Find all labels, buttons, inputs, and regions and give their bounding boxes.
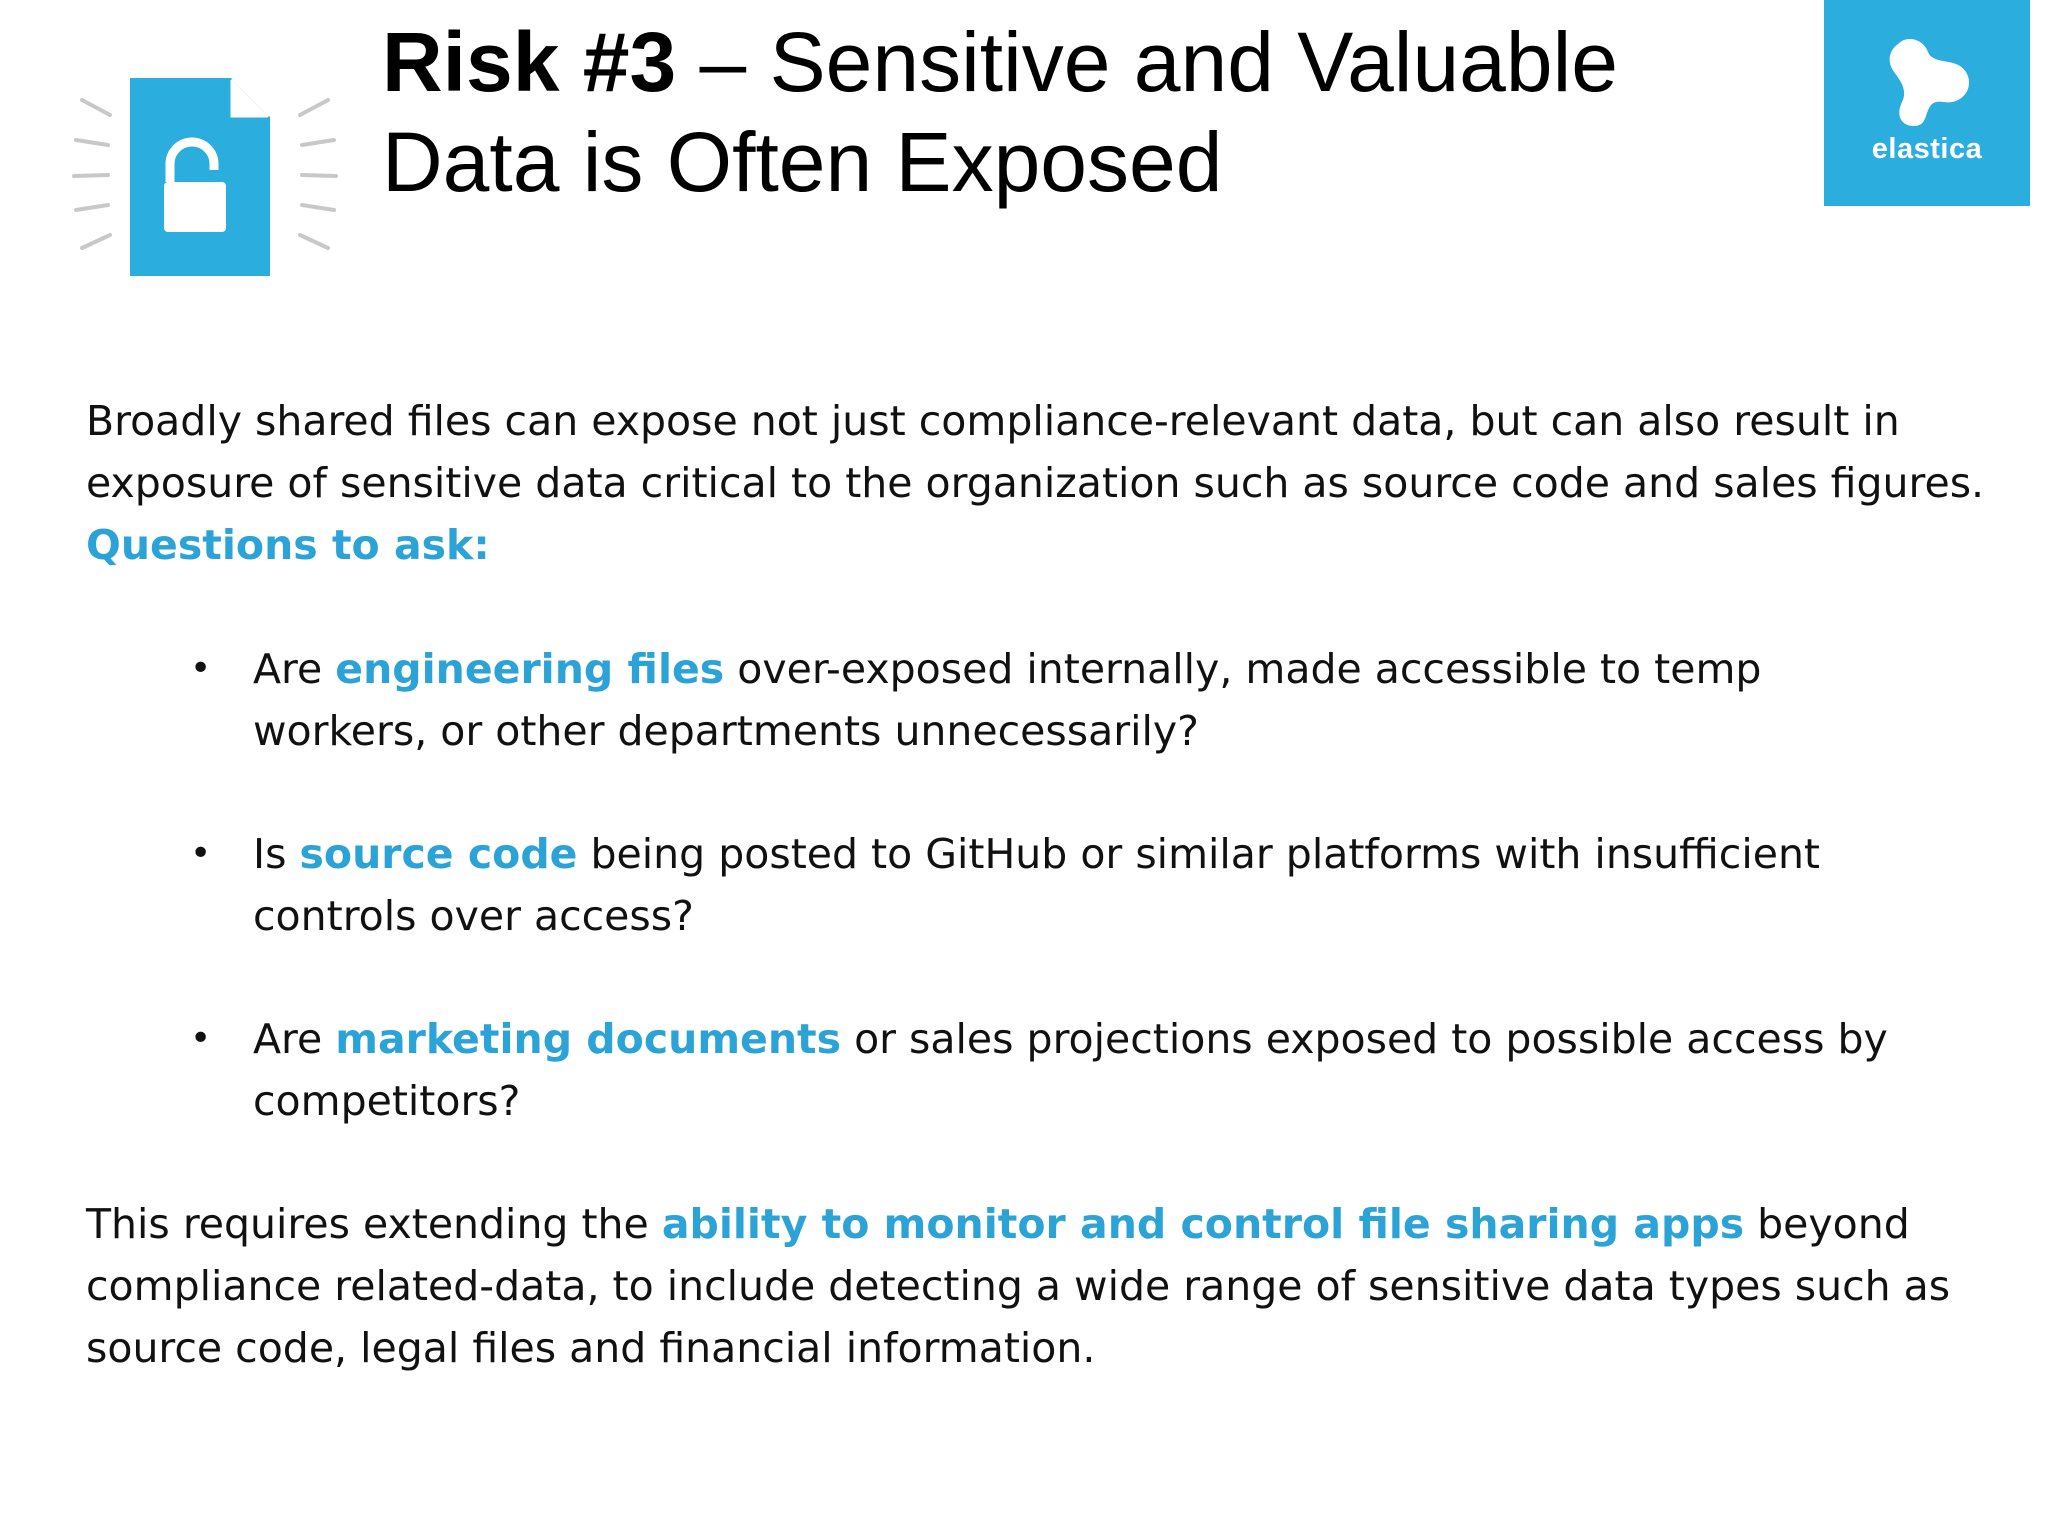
bullet-text: over-exposed internally, made accessible to temp workers, or other departments unnecessarily? <box>253 645 1762 755</box>
list-item <box>190 1008 1940 1132</box>
bullet-icon: • <box>190 833 212 874</box>
elastica-logo <box>1824 0 2030 206</box>
outro-text: This requires extending the <box>86 1200 662 1248</box>
title-risk-number: Risk #3 <box>382 15 677 109</box>
bullet-icon: • <box>190 648 212 689</box>
title-line-1 <box>382 12 1782 112</box>
bullet-highlight: marketing documents <box>335 1015 842 1063</box>
list-item <box>190 638 1940 762</box>
bullet-text: or sales projections exposed to possible access by competitors? <box>253 1015 1888 1125</box>
conclusion-paragraph <box>86 1193 1986 1379</box>
title-rest: – Sensitive and Valuable <box>676 15 1618 109</box>
bullet-highlight: source code <box>299 830 578 878</box>
bullet-icon: • <box>190 1018 212 1059</box>
bullet-text: Are <box>253 645 336 693</box>
unlocked-file-icon <box>70 70 340 290</box>
bullet-text: Is <box>253 830 300 878</box>
questions-heading: Questions to ask: <box>86 521 490 569</box>
questions-list <box>190 638 1940 1193</box>
intro-text: Broadly shared files can expose not just compliance-relevant data, but can also result in exposure of sensitive data critical to the organization such as source code and sales figures. <box>86 397 1985 507</box>
title-line-2: Data is Often Exposed <box>382 115 1223 209</box>
slide-title <box>382 12 1782 212</box>
bullet-text: Are <box>253 1015 336 1063</box>
intro-paragraph <box>86 390 1986 576</box>
elastica-logo-text: elastica <box>1871 133 1983 165</box>
outro-text: beyond compliance related-data, to include detecting a wide range of sensitive data types such as source code, legal files and financial information. <box>86 1200 1951 1372</box>
elastica-logo-icon <box>1884 34 1974 129</box>
bullet-text: being posted to GitHub or similar platforms with insufficient controls over access? <box>253 830 1821 940</box>
outro-highlight: ability to monitor and control file sharing apps <box>661 1200 1745 1248</box>
bullet-highlight: engineering files <box>335 645 725 693</box>
list-item <box>190 823 1940 947</box>
